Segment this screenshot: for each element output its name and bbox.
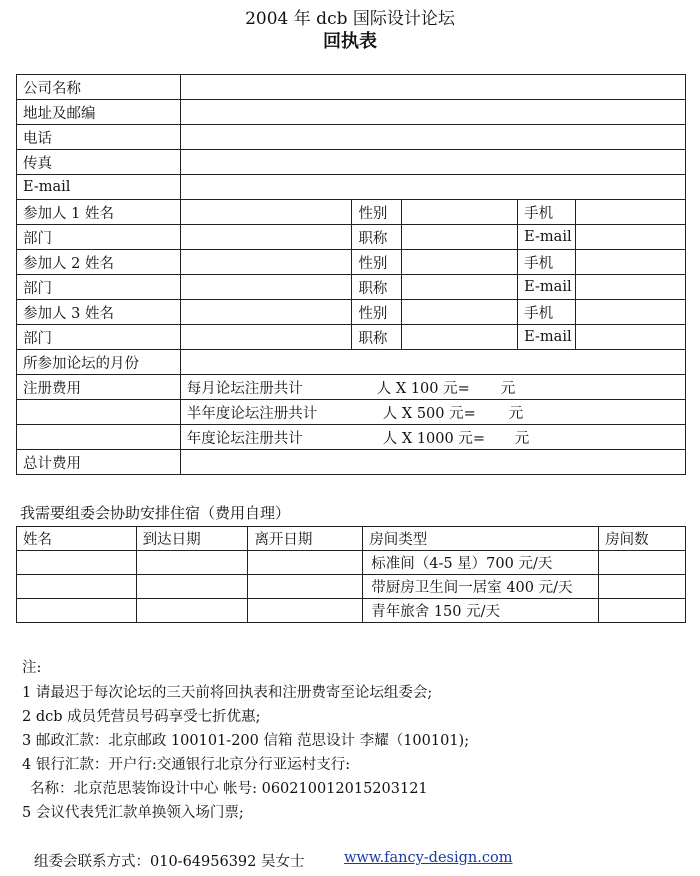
header-departure: 离开日期 — [248, 527, 363, 551]
registration-fee-label-empty — [17, 400, 181, 425]
table-row — [17, 175, 686, 200]
email-field[interactable] — [180, 175, 685, 200]
website-link[interactable]: www.fancy-design.com — [344, 850, 513, 866]
table-row — [17, 425, 686, 450]
table-row — [17, 599, 686, 623]
gender-label: 性别 — [352, 250, 402, 275]
fee-half-year[interactable] — [180, 400, 685, 425]
room-type-standard[interactable]: 标准间（4-5 星）700 元/天 — [363, 551, 599, 575]
fee-unit: 元 — [500, 380, 516, 397]
fee-yearly[interactable] — [180, 425, 685, 450]
table-row — [17, 450, 686, 475]
dept-label: 部门 — [17, 325, 181, 350]
fee-multiplier: 人 X 100 元= — [376, 380, 470, 397]
participant2-name-field[interactable] — [180, 250, 352, 275]
dept-field[interactable] — [180, 225, 352, 250]
room-type-suite[interactable]: 带厨房卫生间一居室 400 元/天 — [363, 575, 599, 599]
job-title-field[interactable] — [402, 225, 518, 250]
arrival-field[interactable] — [136, 599, 248, 623]
dept-field[interactable] — [180, 275, 352, 300]
registration-fee-label: 注册费用 — [17, 375, 181, 400]
table-row — [17, 350, 686, 375]
hotel-table — [16, 526, 686, 623]
name-field[interactable] — [17, 599, 137, 623]
gender-field[interactable] — [402, 200, 518, 225]
email-field[interactable] — [576, 225, 686, 250]
name-field[interactable] — [17, 551, 137, 575]
job-title-field[interactable] — [402, 325, 518, 350]
mobile-field[interactable] — [576, 200, 686, 225]
months-label: 所参加论坛的月份 — [17, 350, 181, 375]
dept-label: 部门 — [17, 275, 181, 300]
address-label: 地址及邮编 — [17, 100, 181, 125]
departure-field[interactable] — [248, 599, 363, 623]
table-row — [17, 325, 686, 350]
note-item: 名称：北京范思装饰设计中心 帐号: 0602100120152031​21 — [30, 781, 428, 797]
participant1-name-field[interactable] — [180, 200, 352, 225]
table-row — [17, 300, 686, 325]
header-room-type: 房间类型 — [363, 527, 599, 551]
table-row — [17, 125, 686, 150]
gender-label: 性别 — [352, 200, 402, 225]
mobile-label: 手机 — [518, 200, 576, 225]
address-field[interactable] — [180, 100, 685, 125]
note-item: 3 邮政汇款：北京邮政 100101-200 信箱 范思设计 李耀（100101); — [22, 733, 470, 749]
participant2-name-label: 参加人 2 姓名 — [17, 250, 181, 275]
dept-field[interactable] — [180, 325, 352, 350]
fax-field[interactable] — [180, 150, 685, 175]
email-label: E-mail — [17, 175, 181, 200]
fee-unit: 元 — [514, 430, 530, 447]
room-type-hostel[interactable]: 青年旅舍 150 元/天 — [363, 599, 599, 623]
table-row — [17, 400, 686, 425]
header-arrival: 到达日期 — [136, 527, 248, 551]
contact-info: 组委会联系方式：010-64956392 吴女士 — [34, 854, 305, 870]
table-row — [17, 375, 686, 400]
table-row — [17, 225, 686, 250]
registration-fee-label-empty — [17, 425, 181, 450]
registration-form-table — [16, 74, 686, 475]
email-label: E-mail — [518, 275, 576, 300]
form-subtitle: 回执表 — [323, 31, 377, 52]
mobile-field[interactable] — [576, 300, 686, 325]
table-header-row — [17, 527, 686, 551]
table-row — [17, 100, 686, 125]
table-row — [17, 551, 686, 575]
fee-multiplier: 人 X 500 元= — [382, 405, 476, 422]
phone-field[interactable] — [180, 125, 685, 150]
header-name: 姓名 — [17, 527, 137, 551]
months-field[interactable] — [180, 350, 685, 375]
notes-label: 注: — [22, 660, 42, 676]
table-row — [17, 250, 686, 275]
mobile-label: 手机 — [518, 300, 576, 325]
participant3-name-field[interactable] — [180, 300, 352, 325]
fee-label: 年度论坛注册共计 — [186, 430, 303, 447]
job-title-label: 职称 — [352, 275, 402, 300]
fee-monthly[interactable] — [180, 375, 685, 400]
participant3-name-label: 参加人 3 姓名 — [17, 300, 181, 325]
email-label: E-mail — [518, 325, 576, 350]
job-title-label: 职称 — [352, 225, 402, 250]
table-row — [17, 75, 686, 100]
email-field[interactable] — [576, 275, 686, 300]
dept-label: 部门 — [17, 225, 181, 250]
fax-label: 传真 — [17, 150, 181, 175]
arrival-field[interactable] — [136, 551, 248, 575]
note-item: 5 会议代表凭汇款单换领入场门票; — [22, 805, 244, 821]
table-row — [17, 275, 686, 300]
mobile-label: 手机 — [518, 250, 576, 275]
email-label: E-mail — [518, 225, 576, 250]
total-fee-label: 总计费用 — [17, 450, 181, 475]
table-row — [17, 575, 686, 599]
room-count-field[interactable] — [599, 599, 686, 623]
table-row — [17, 150, 686, 175]
departure-field[interactable] — [248, 575, 363, 599]
table-row — [17, 200, 686, 225]
note-item: 1 请最迟于每次论坛的三天前将回执表和注册费寄至论坛组委会; — [22, 685, 433, 701]
note-item: 2 dcb 成员凭营员号码享受七折优惠; — [22, 709, 261, 725]
gender-field[interactable] — [402, 300, 518, 325]
company-field[interactable] — [180, 75, 685, 100]
note-item: 4 银行汇款：开户行:交通银行北京分行亚运村支行: — [22, 757, 351, 773]
total-fee-field[interactable] — [180, 450, 685, 475]
fee-multiplier: 人 X 1000 元= — [382, 430, 485, 447]
departure-field[interactable] — [248, 551, 363, 575]
arrival-field[interactable] — [136, 575, 248, 599]
hotel-heading: 我需要组委会协助安排住宿（费用自理） — [20, 504, 291, 522]
fee-label: 每月论坛注册共计 — [186, 380, 303, 397]
job-title-field[interactable] — [402, 275, 518, 300]
gender-field[interactable] — [402, 250, 518, 275]
job-title-label: 职称 — [352, 325, 402, 350]
mobile-field[interactable] — [576, 250, 686, 275]
phone-label: 电话 — [17, 125, 181, 150]
email-field[interactable] — [576, 325, 686, 350]
gender-label: 性别 — [352, 300, 402, 325]
participant1-name-label: 参加人 1 姓名 — [17, 200, 181, 225]
company-label: 公司名称 — [17, 75, 181, 100]
fee-label: 半年度论坛注册共计 — [186, 405, 318, 422]
fee-unit: 元 — [508, 405, 524, 422]
name-field[interactable] — [17, 575, 137, 599]
room-count-field[interactable] — [599, 551, 686, 575]
header-room-count: 房间数 — [599, 527, 686, 551]
form-title: 2004 年 dcb 国际设计论坛 — [245, 9, 455, 29]
room-count-field[interactable] — [599, 575, 686, 599]
